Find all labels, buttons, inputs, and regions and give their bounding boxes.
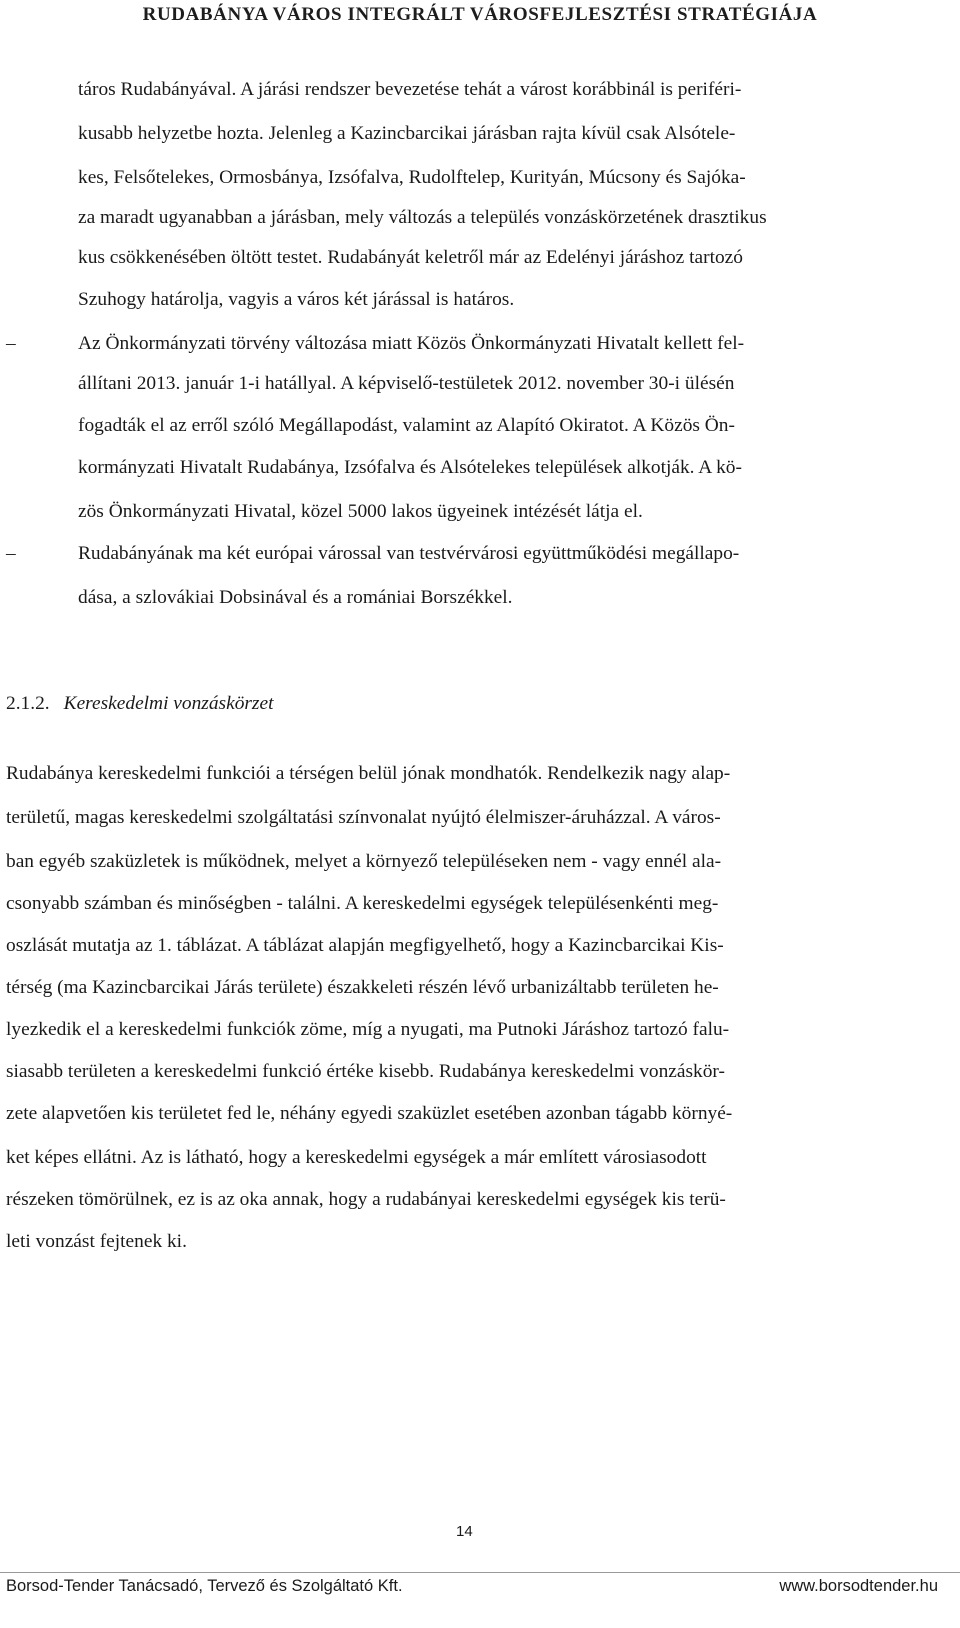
text-line: csonyabb számban és minőségben - találni. A kereskedelmi egységek településenkénti meg- [6,893,719,914]
text-line: ban egyéb szaküzletek is működnek, melyet a környező településeken nem - vagy ennél ala- [6,851,722,872]
text-line: ket képes ellátni. Az is látható, hogy a kereskedelmi egységek a már említett városiasodott [6,1147,707,1168]
text-line: kes, Felsőtelekes, Ormosbánya, Izsófalva, Rudolftelep, Kurityán, Múcsony és Sajóka- [78,167,746,188]
text-line: Az Önkormányzati törvény változása miatt Közös Önkormányzati Hivatalt kellett fel- [78,333,745,354]
text-line: részeken tömörülnek, ez is az oka annak, hogy a rudabányai kereskedelmi egységek kis terü- [6,1189,726,1210]
text-line: leti vonzást fejtenek ki. [6,1231,187,1252]
section-title: Kereskedelmi vonzáskörzet [63,693,274,714]
text-line: lyezkedik el a kereskedelmi funkciók zöme, míg a nyugati, ma Putnoki Járáshoz tartozó falu- [6,1019,730,1040]
page-number: 14 [456,1523,473,1540]
text-line: területű, magas kereskedelmi szolgáltatási színvonalat nyújtó élelmiszer-áruházzal. A város- [6,807,721,828]
footer-website: www.borsodtender.hu [779,1577,938,1595]
text-line: oszlását mutatja az 1. táblázat. A táblázat alapján megfigyelhető, hogy a Kazincbarcikai Kis- [6,935,724,956]
section-heading [6,692,273,716]
text-line: kusabb helyzetbe hozta. Jelenleg a Kazincbarcikai járásban rajta kívül csak Alsótele- [78,123,736,144]
text-line: állítani 2013. január 1-i hatállyal. A képviselő-testületek 2012. november 30-i ülésén [78,373,735,394]
text-line: dása, a szlovákiai Dobsinával és a romániai Borszékkel. [78,587,513,608]
page-header-title: RUDABÁNYA VÁROS INTEGRÁLT VÁROSFEJLESZTÉSI STRATÉGIÁJA [142,4,818,25]
text-line: za maradt ugyanabban a járásban, mely változás a település vonzáskörzetének drasztikus [78,207,767,228]
text-line: zös Önkormányzati Hivatal, közel 5000 lakos ügyeinek intézését látja el. [78,501,643,522]
text-line: térség (ma Kazincbarcikai Járás területe) északkeleti részén lévő urbanizáltabb területen he- [6,977,719,998]
footer-divider [0,1572,960,1573]
text-line: siasabb területen a kereskedelmi funkció értéke kisebb. Rudabánya kereskedelmi vonzáskör- [6,1061,725,1082]
footer-company: Borsod-Tender Tanácsadó, Tervező és Szolgáltató Kft. [6,1577,403,1595]
text-line: kormányzati Hivatalt Rudabánya, Izsófalva és Alsótelekes települések alkotják. A kö- [78,457,742,478]
text-line: Rudabányának ma két európai várossal van testvérvárosi együttműködési megállapo- [78,543,740,564]
text-line: táros Rudabányával. A járási rendszer bevezetése tehát a várost korábbinál is periféri- [78,79,742,100]
text-line: fogadták el az erről szóló Megállapodást, valamint az Alapító Okiratot. A Közös Ön- [78,415,735,436]
bullet-marker: – [6,333,16,354]
text-line: zete alapvetően kis területet fed le, néhány egyedi szaküzlet esetében azonban tágabb környé- [6,1103,733,1124]
text-line: kus csökkenésében öltött testet. Rudabányát keletről már az Edelényi járáshoz tartozó [78,247,743,268]
text-line: Szuhogy határolja, vagyis a város két járással is határos. [78,289,515,310]
section-number: 2.1.2. [6,693,50,714]
bullet-marker: – [6,543,16,564]
text-line: Rudabánya kereskedelmi funkciói a térségen belül jónak mondhatók. Rendelkezik nagy alap- [6,763,731,784]
